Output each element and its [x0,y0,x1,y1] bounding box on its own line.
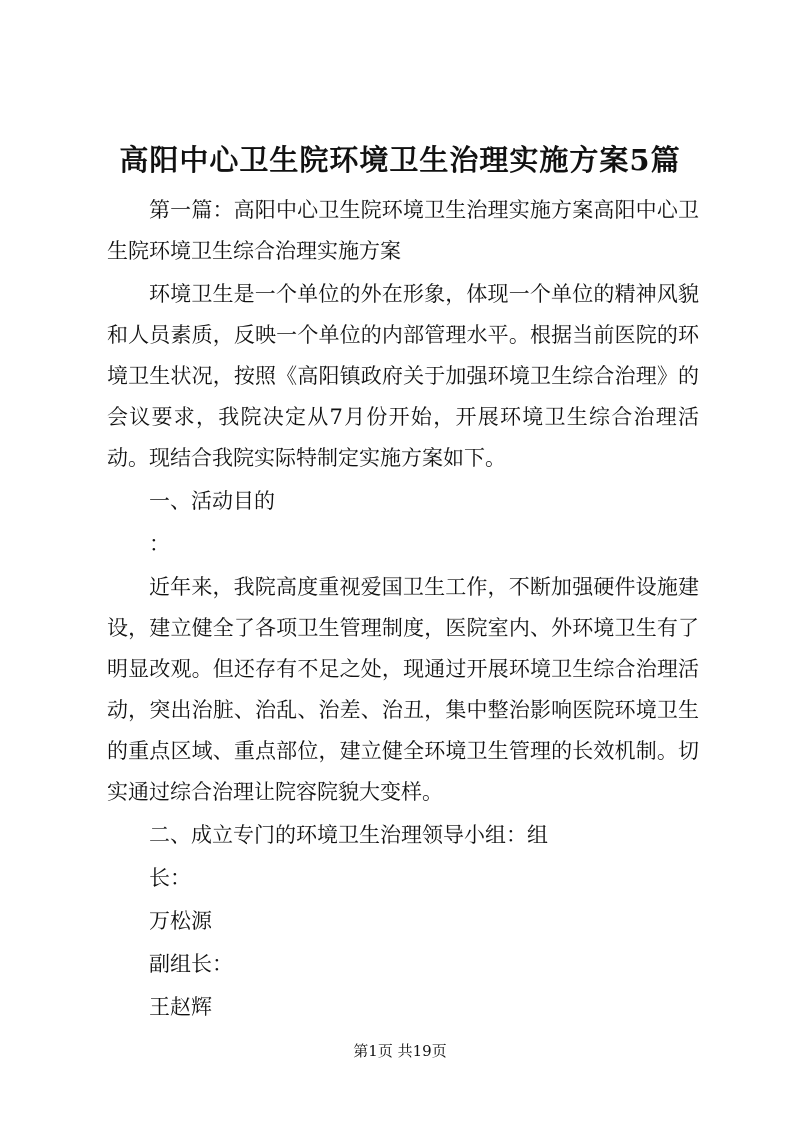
document-title: 高阳中心卫生院环境卫生治理实施方案5篇 [119,143,681,177]
paragraph-heading-part-one: 第一篇：高阳中心卫生院环境卫生治理实施方案高阳中心卫生院环境卫生综合治理实施方案 [107,198,699,263]
name-group-leader: 万松源 [149,909,212,933]
page-footer: 第1页 共19页 [353,1042,447,1060]
section-heading-activity-goal: 一、活动目的 [149,489,275,513]
name-deputy-leader: 王赵辉 [149,995,212,1019]
paragraph-intro: 环境卫生是一个单位的外在形象，体现一个单位的精神风貌和人员素质，反映一个单位的内部管理水平。根据当前医院的环境卫生状况，按照《高阳镇政府关于加强环境卫生综合治理》的会议要求，我院决定从7月份开始，开展环境卫生综合治理活动。现结合我院实际特制定实施方案如下。 [107,282,699,470]
paragraph-colon: ： [149,532,170,556]
paragraph-goal-description: 近年来，我院高度重视爱国卫生工作，不断加强硬件设施建设，建立健全了各项卫生管理制度，医院室内、外环境卫生有了明显改观。但还存有不足之处，现通过开展环境卫生综合治理活动，突出治脏、治乱、治差、治丑，集中整治影响医院环境卫生的重点区域、重点部位，建立健全环境卫生管理的长效机制。切实通过综合治理让院容院貌大变样。 [107,575,699,804]
label-group-leader: 长： [149,866,191,890]
label-deputy-leader: 副组长： [149,952,233,976]
section-heading-leadership-group: 二、成立专门的环境卫生治理领导小组：组 [149,823,548,847]
document-body [107,190,699,1028]
